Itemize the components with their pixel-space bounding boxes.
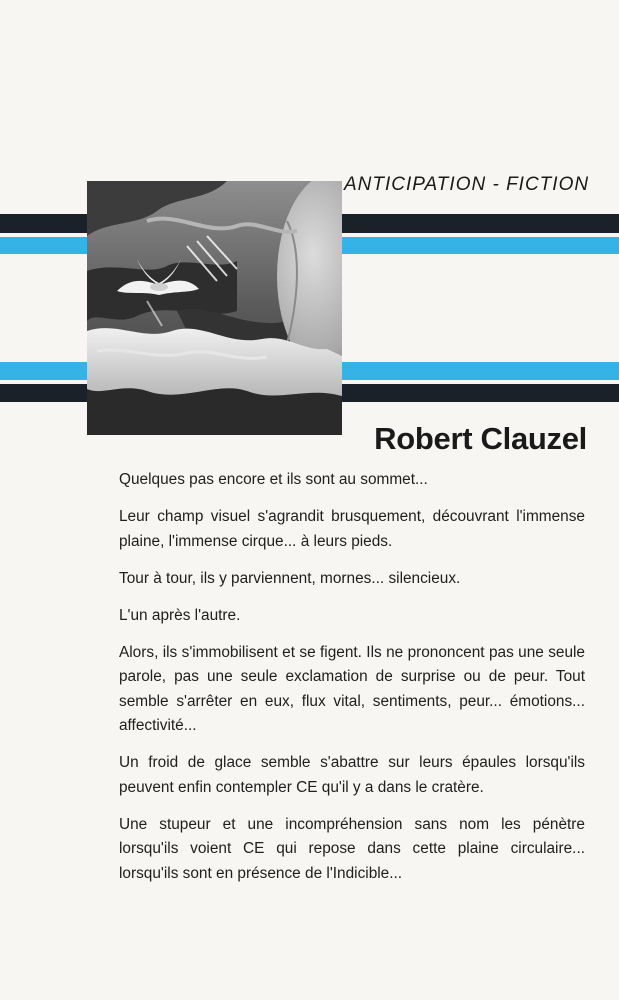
sci-fi-spaceship-planet-illustration <box>87 181 342 435</box>
blurb-paragraph: Un froid de glace semble s'abattre sur leurs épaules lorsqu'ils peuvent enfin contempler CE qu'il y a dans le cratère. <box>119 754 585 796</box>
blurb-paragraph: Leur champ visuel s'agrandit brusquement, découvrant l'immense plaine, l'immense cirque... à leurs pieds. <box>119 507 585 550</box>
blurb <box>119 468 585 899</box>
blurb-paragraph: L'un après l'autre. <box>119 606 241 624</box>
blurb-paragraph: Quelques pas encore et ils sont au sommet... <box>119 471 428 488</box>
series-label: ANTICIPATION - FICTION <box>344 174 590 195</box>
blurb-paragraph: Tour à tour, ils y parviennent, mornes... silencieux. <box>119 569 461 587</box>
blurb-paragraph: Alors, ils s'immobilisent et se figent. Ils ne prononcent pas une seule parole, pas une seule exclamation de surprise ou de peur. Tout semble s'arrêter en eux, flux vital, sentiments, peur... émotions... affectivité... <box>119 643 585 735</box>
author-name: Robert Clauzel <box>374 421 587 456</box>
cover-illustration <box>87 181 342 435</box>
blurb-paragraph: Une stupeur et une incompréhension sans nom les pénètre lorsqu'ils voient CE qui repose dans cette plaine circulaire... lorsqu'ils sont en présence de l'Indicible... <box>119 815 585 883</box>
